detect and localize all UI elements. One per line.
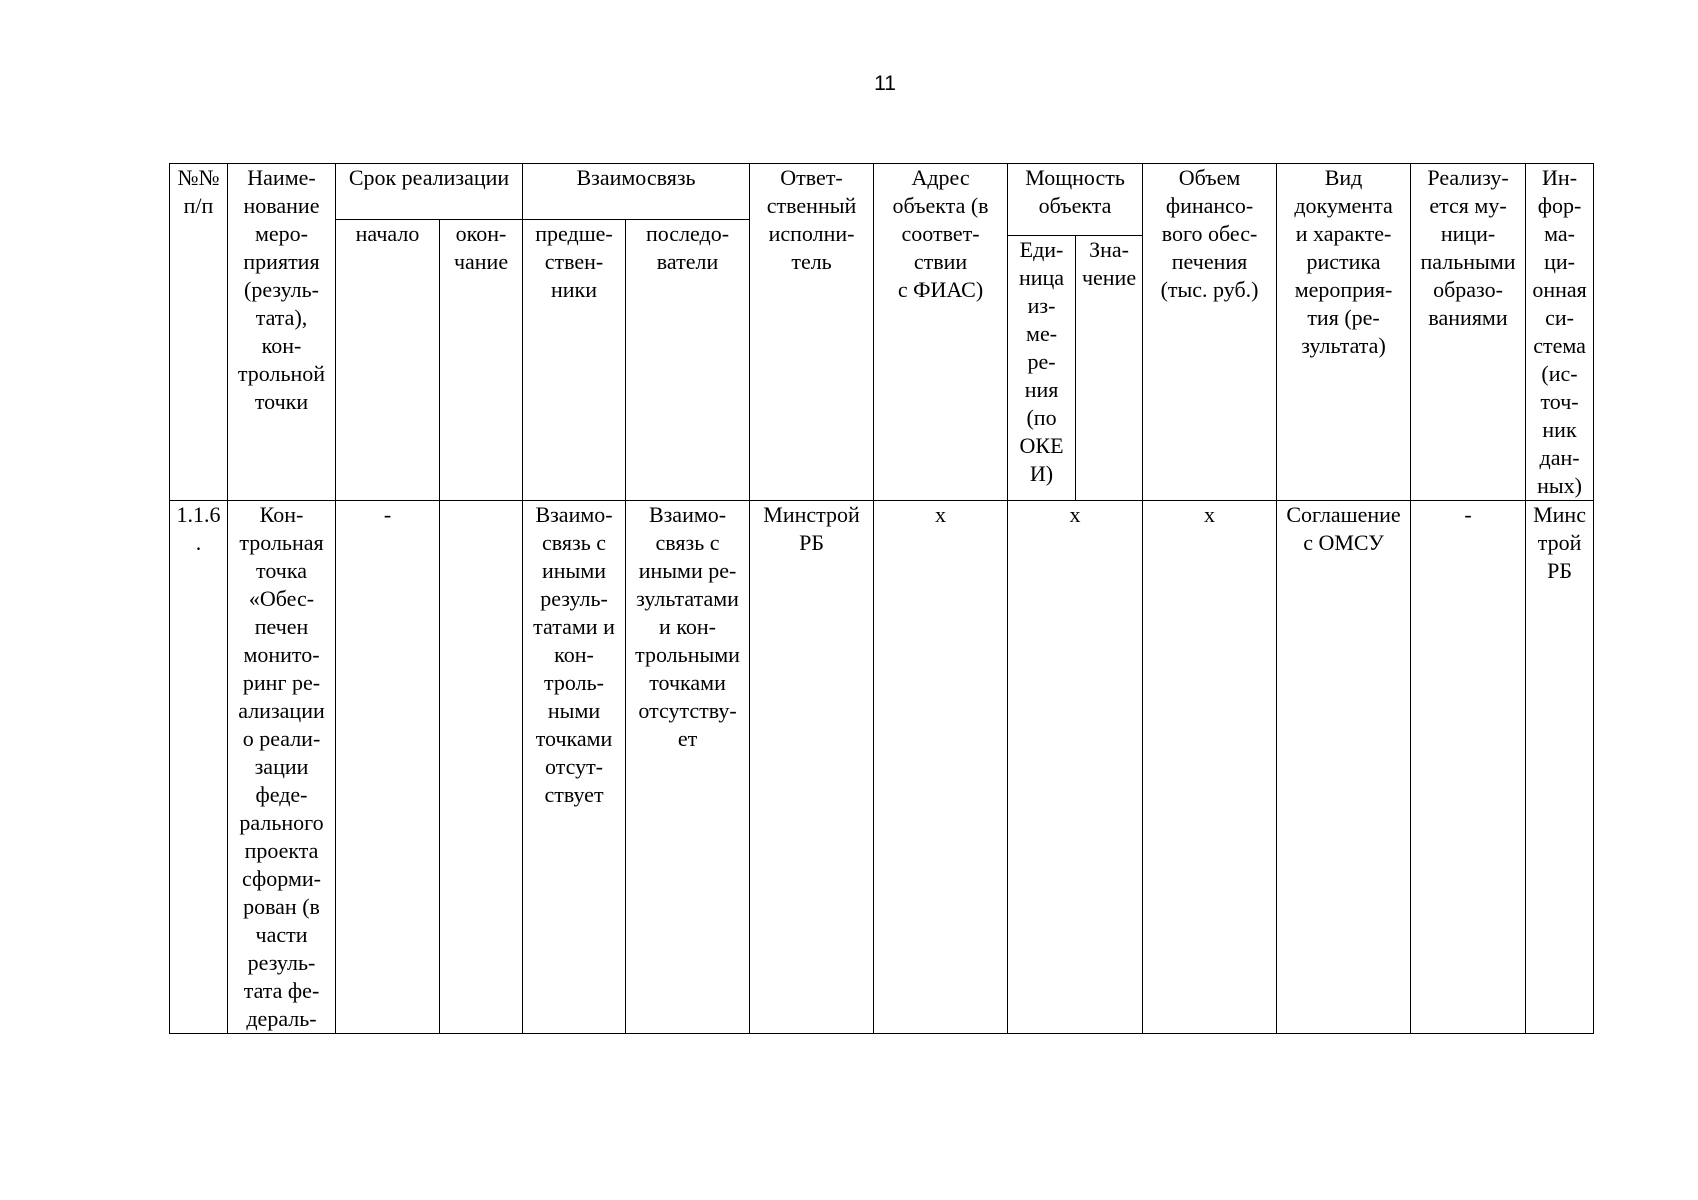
table-row — [170, 501, 1594, 1034]
header-capacity: Мощность объекта — [1008, 164, 1143, 236]
cell-number: 1.1.6 . — [170, 501, 228, 1034]
cell-predecessors: Взаимо- связь с иными резуль- татами и кон- троль- ными точками отсут- ствует — [523, 501, 626, 1034]
header-successors: последо- ватели — [626, 220, 750, 501]
header-number: №№ п/п — [170, 164, 228, 501]
header-municipal: Реализу- ется му- ници- пальными образо- ваниями — [1411, 164, 1526, 501]
header-relation: Взаимосвязь — [523, 164, 750, 220]
header-row-1 — [170, 164, 1594, 220]
cell-start: - — [336, 501, 440, 1034]
header-predecessors: предше- ствен- ники — [523, 220, 626, 501]
cell-info-system: Минс трой РБ — [1526, 501, 1594, 1034]
page-number: 11 — [874, 72, 896, 95]
header-deadline: Срок реализации — [336, 164, 523, 220]
header-capacity-unit: Еди- ница из- ме- ре- ния (по ОКЕ И) — [1008, 236, 1076, 501]
header-deadline-start: начало — [336, 220, 440, 501]
cell-funding: х — [1143, 501, 1277, 1034]
header-funding: Объем финансо- вого обес- печения (тыс. руб.) — [1143, 164, 1277, 501]
cell-responsible: Минстрой РБ — [750, 501, 874, 1034]
header-address: Адрес объекта (в соответ- ствии с ФИАС) — [874, 164, 1008, 501]
cell-name: Кон- трольная точка «Обес- печен монито- ринг ре- ализации о реали- зации феде- рального проекта сформи- рован (в части резуль- тата фе- дераль- — [228, 501, 336, 1034]
cell-end — [440, 501, 523, 1034]
cell-capacity: х — [1008, 501, 1143, 1034]
cell-doc-type: Соглашение с ОМСУ — [1277, 501, 1411, 1034]
header-capacity-value: Зна- чение — [1076, 236, 1143, 501]
header-doc-type: Вид документа и характе- ристика мероприя- тия (ре- зультата) — [1277, 164, 1411, 501]
header-info-system: Ин- фор- ма- ци- онная си- стема (ис- точ- ник дан- ных) — [1526, 164, 1594, 501]
cell-municipal: - — [1411, 501, 1526, 1034]
document-table — [169, 163, 1594, 1034]
cell-successors: Взаимо- связь с иными ре- зультатами и кон- трольными точками отсутству- ет — [626, 501, 750, 1034]
header-responsible: Ответ- ственный исполни- тель — [750, 164, 874, 501]
header-name: Наиме- нование меро- приятия (резуль- тата), кон- трольной точки — [228, 164, 336, 501]
header-deadline-end: окон- чание — [440, 220, 523, 501]
cell-address: х — [874, 501, 1008, 1034]
